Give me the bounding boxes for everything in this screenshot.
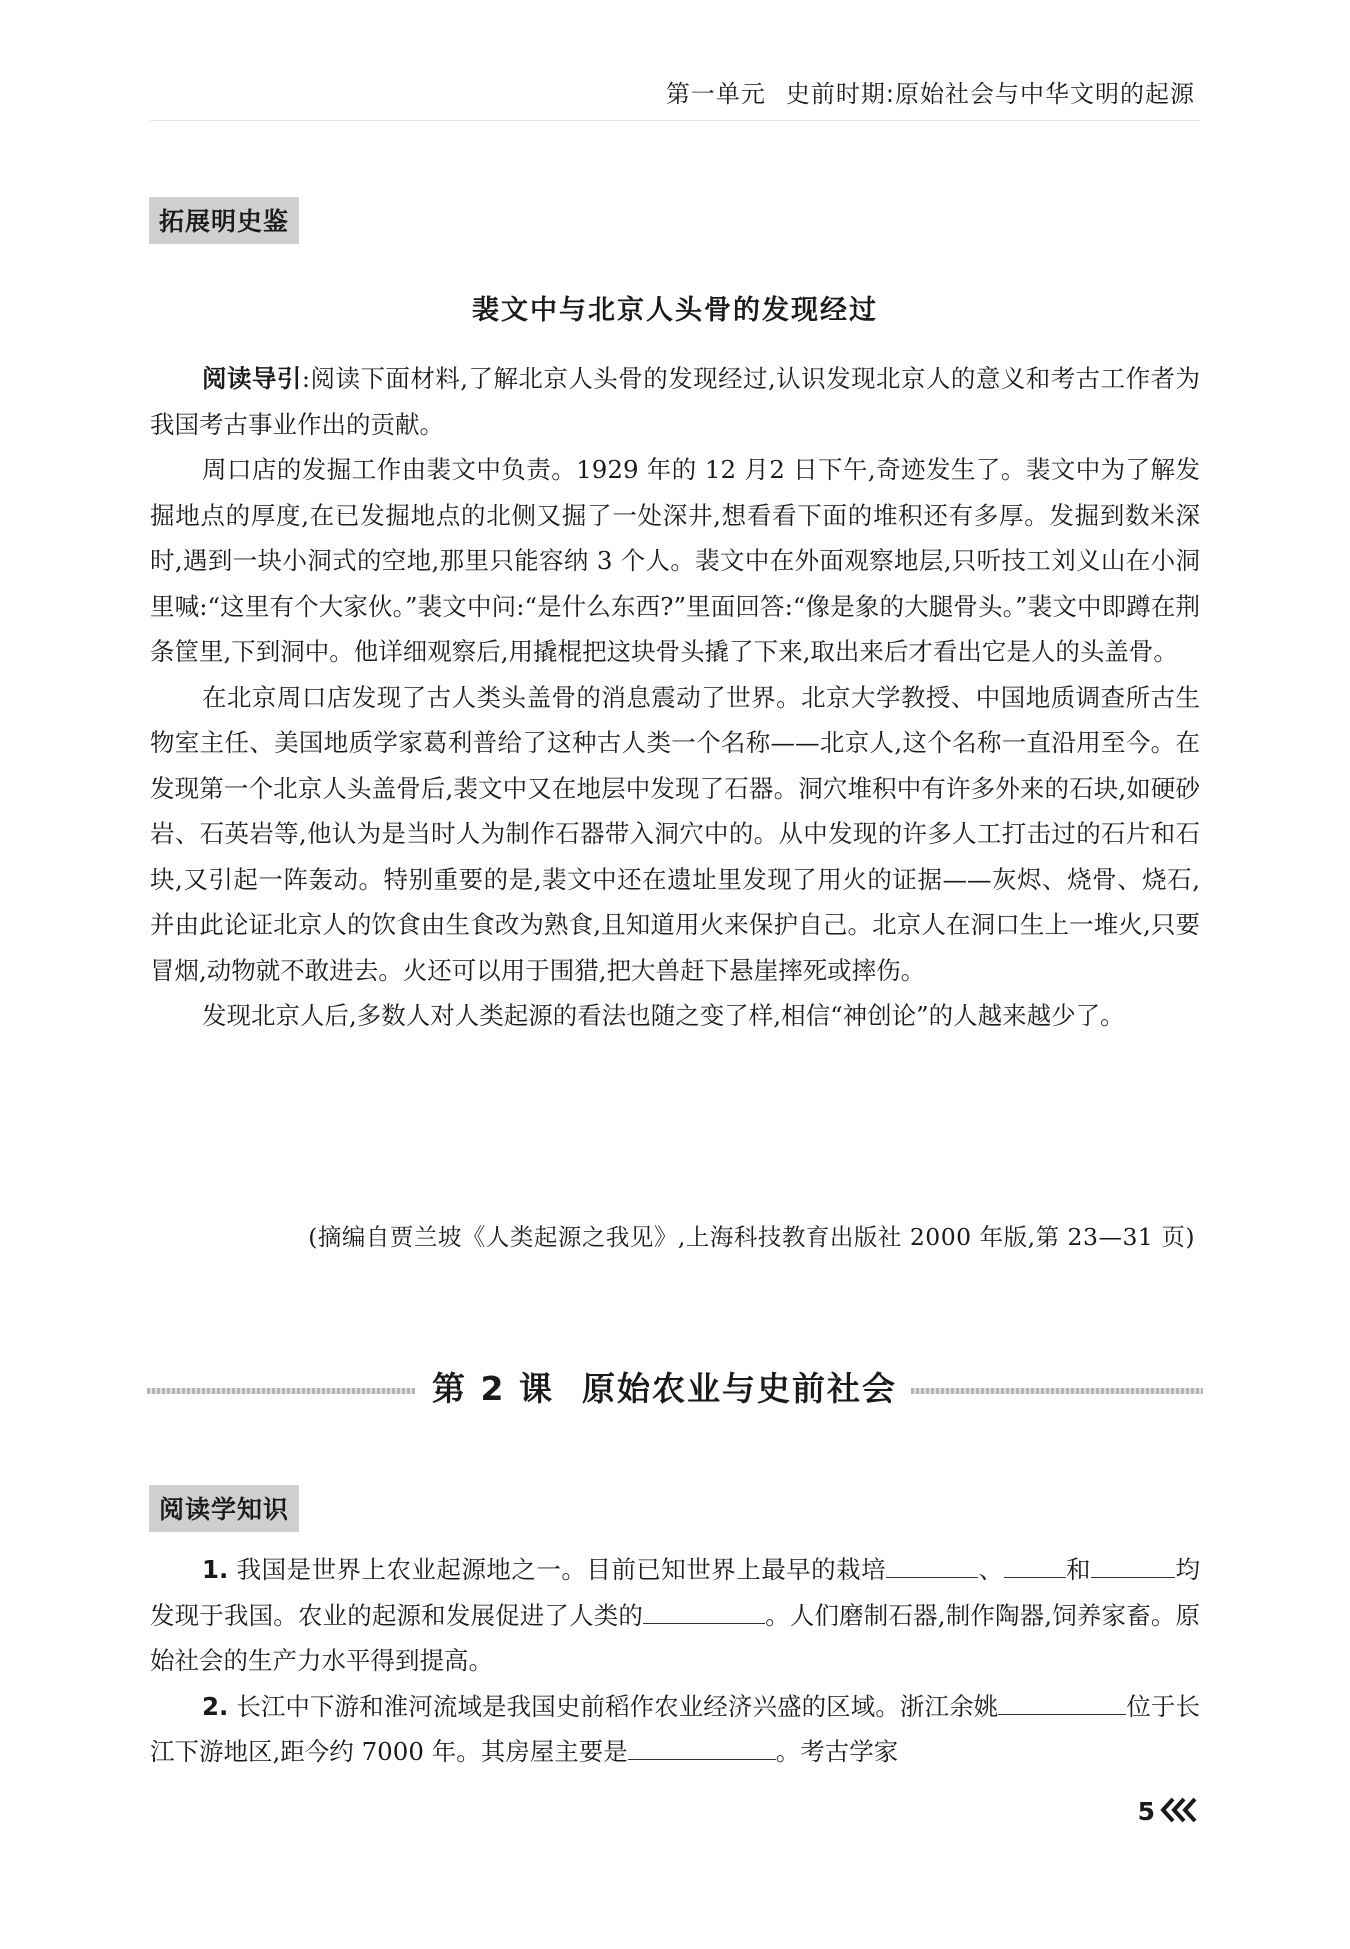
article-paragraph: 发现北京人后,多数人对人类起源的看法也随之变了样,相信“神创论”的人越来越少了。 bbox=[202, 1001, 1125, 1030]
unit-label: 第一单元 bbox=[665, 80, 766, 108]
running-header bbox=[666, 74, 1195, 109]
reading-guide bbox=[150, 356, 1200, 447]
question-text: 长江中下游和淮河流域是我国史前稻作农业经济兴盛的区域。浙江余姚 bbox=[236, 1691, 999, 1721]
question-list bbox=[150, 1547, 1200, 1775]
answer-blank[interactable] bbox=[1004, 1553, 1066, 1578]
question-number: 1. bbox=[202, 1555, 229, 1584]
article-body bbox=[150, 356, 1200, 1039]
lesson-number: 第 2 课 bbox=[432, 1369, 554, 1408]
section-tag-reading: 阅读学知识 bbox=[149, 1485, 299, 1532]
article-paragraph: 在北京周口店发现了古人类头盖骨的消息震动了世界。北京大学教授、中国地质调查所古生物室主任、美国地质学家葛利普给了这种古人类一个名称——北京人,这个名称一直沿用至今。在发现第一个北京人头盖骨后,裴文中又在地层中发现了石器。洞穴堆积中有许多外来的石块,如硬砂岩、石英岩等,他认为是当时人为制作石器带入洞穴中的。从中发现的许多人工打击过的石片和石块,又引起一阵轰动。特别重要的是,裴文中还在遗址里发现了用火的证据——灰烬、烧骨、烧石,并由此论证北京人的饮食由生食改为熟食,且知道用火来保护自己。北京人在洞口生上一堆火,只要冒烟,动物就不敢进去。火还可以用于围猎,把大兽赶下悬崖摔死或摔伤。 bbox=[150, 682, 1200, 985]
reading-guide-label: 阅读导引 bbox=[202, 364, 302, 393]
question-text: 位于长江下游地区,距今约 7000 年。其房屋主要是 bbox=[150, 1691, 1200, 1766]
source-citation: (摘编自贾兰坡《人类起源之我见》,上海科技教育出版社 2000 年版,第 23—31 页) bbox=[308, 1223, 1195, 1251]
question-text: 和 bbox=[1065, 1555, 1092, 1584]
lesson-rule-left bbox=[147, 1388, 415, 1394]
answer-blank[interactable] bbox=[886, 1553, 978, 1578]
question-1 bbox=[150, 1547, 1200, 1684]
reading-guide-text: :阅读下面材料,了解北京人头骨的发现经过,认识发现北京人的意义和考古工作者为我国考古事业作出的贡献。 bbox=[150, 364, 1201, 439]
article-paragraph: 周口店的发掘工作由裴文中负责。1929 年的 12 月2 日下午,奇迹发生了。裴文中为了解发掘地点的厚度,在已发掘地点的北侧又掘了一处深井,想看看下面的堆积还有多厚。发掘到数米深时,遇到一块小洞式的空地,那里只能容纳 3 个人。裴文中在外面观察地层,只听技工刘义山在小洞里喊:“这里有个大家伙。”裴文中问:“是什么东西?”里面回答:“像是象的大腿骨头。”裴文中即蹲在荆条筐里,下到洞中。他详细观察后,用撬棍把这块骨头撬了下来,取出来后才看出它是人的头盖骨。 bbox=[150, 455, 1200, 666]
answer-blank[interactable] bbox=[998, 1690, 1126, 1715]
lesson-heading bbox=[147, 1355, 1203, 1415]
question-text: 、 bbox=[978, 1555, 1004, 1584]
lesson-title bbox=[432, 1363, 897, 1410]
lesson-name: 原始农业与史前社会 bbox=[581, 1369, 897, 1408]
answer-blank[interactable] bbox=[628, 1735, 776, 1760]
section-tag-extension: 拓展明史鉴 bbox=[149, 197, 299, 244]
answer-blank[interactable] bbox=[643, 1599, 765, 1624]
header-divider bbox=[150, 120, 1200, 121]
question-number: 2. bbox=[202, 1691, 229, 1721]
question-text: 我国是世界上农业起源地之一。目前已知世界上最早的栽培 bbox=[236, 1555, 887, 1584]
page-number: 5 bbox=[1137, 1797, 1155, 1826]
question-2 bbox=[150, 1684, 1200, 1775]
question-text: 。人们磨制石器,制作陶器,饲养家畜。原始社会的生产力水平得到提高。 bbox=[150, 1600, 1201, 1675]
article-title: 裴文中与北京人头骨的发现经过 bbox=[472, 295, 878, 326]
lesson-rule-right bbox=[911, 1388, 1203, 1394]
answer-blank[interactable] bbox=[1091, 1553, 1175, 1578]
question-text: 均发现于我国。农业的起源和发展促进了人类的 bbox=[150, 1555, 1201, 1630]
unit-title: 史前时期:原始社会与中华文明的起源 bbox=[785, 80, 1195, 108]
question-text: 。考古学家 bbox=[775, 1737, 899, 1766]
chevron-left-icon bbox=[1160, 1795, 1198, 1825]
